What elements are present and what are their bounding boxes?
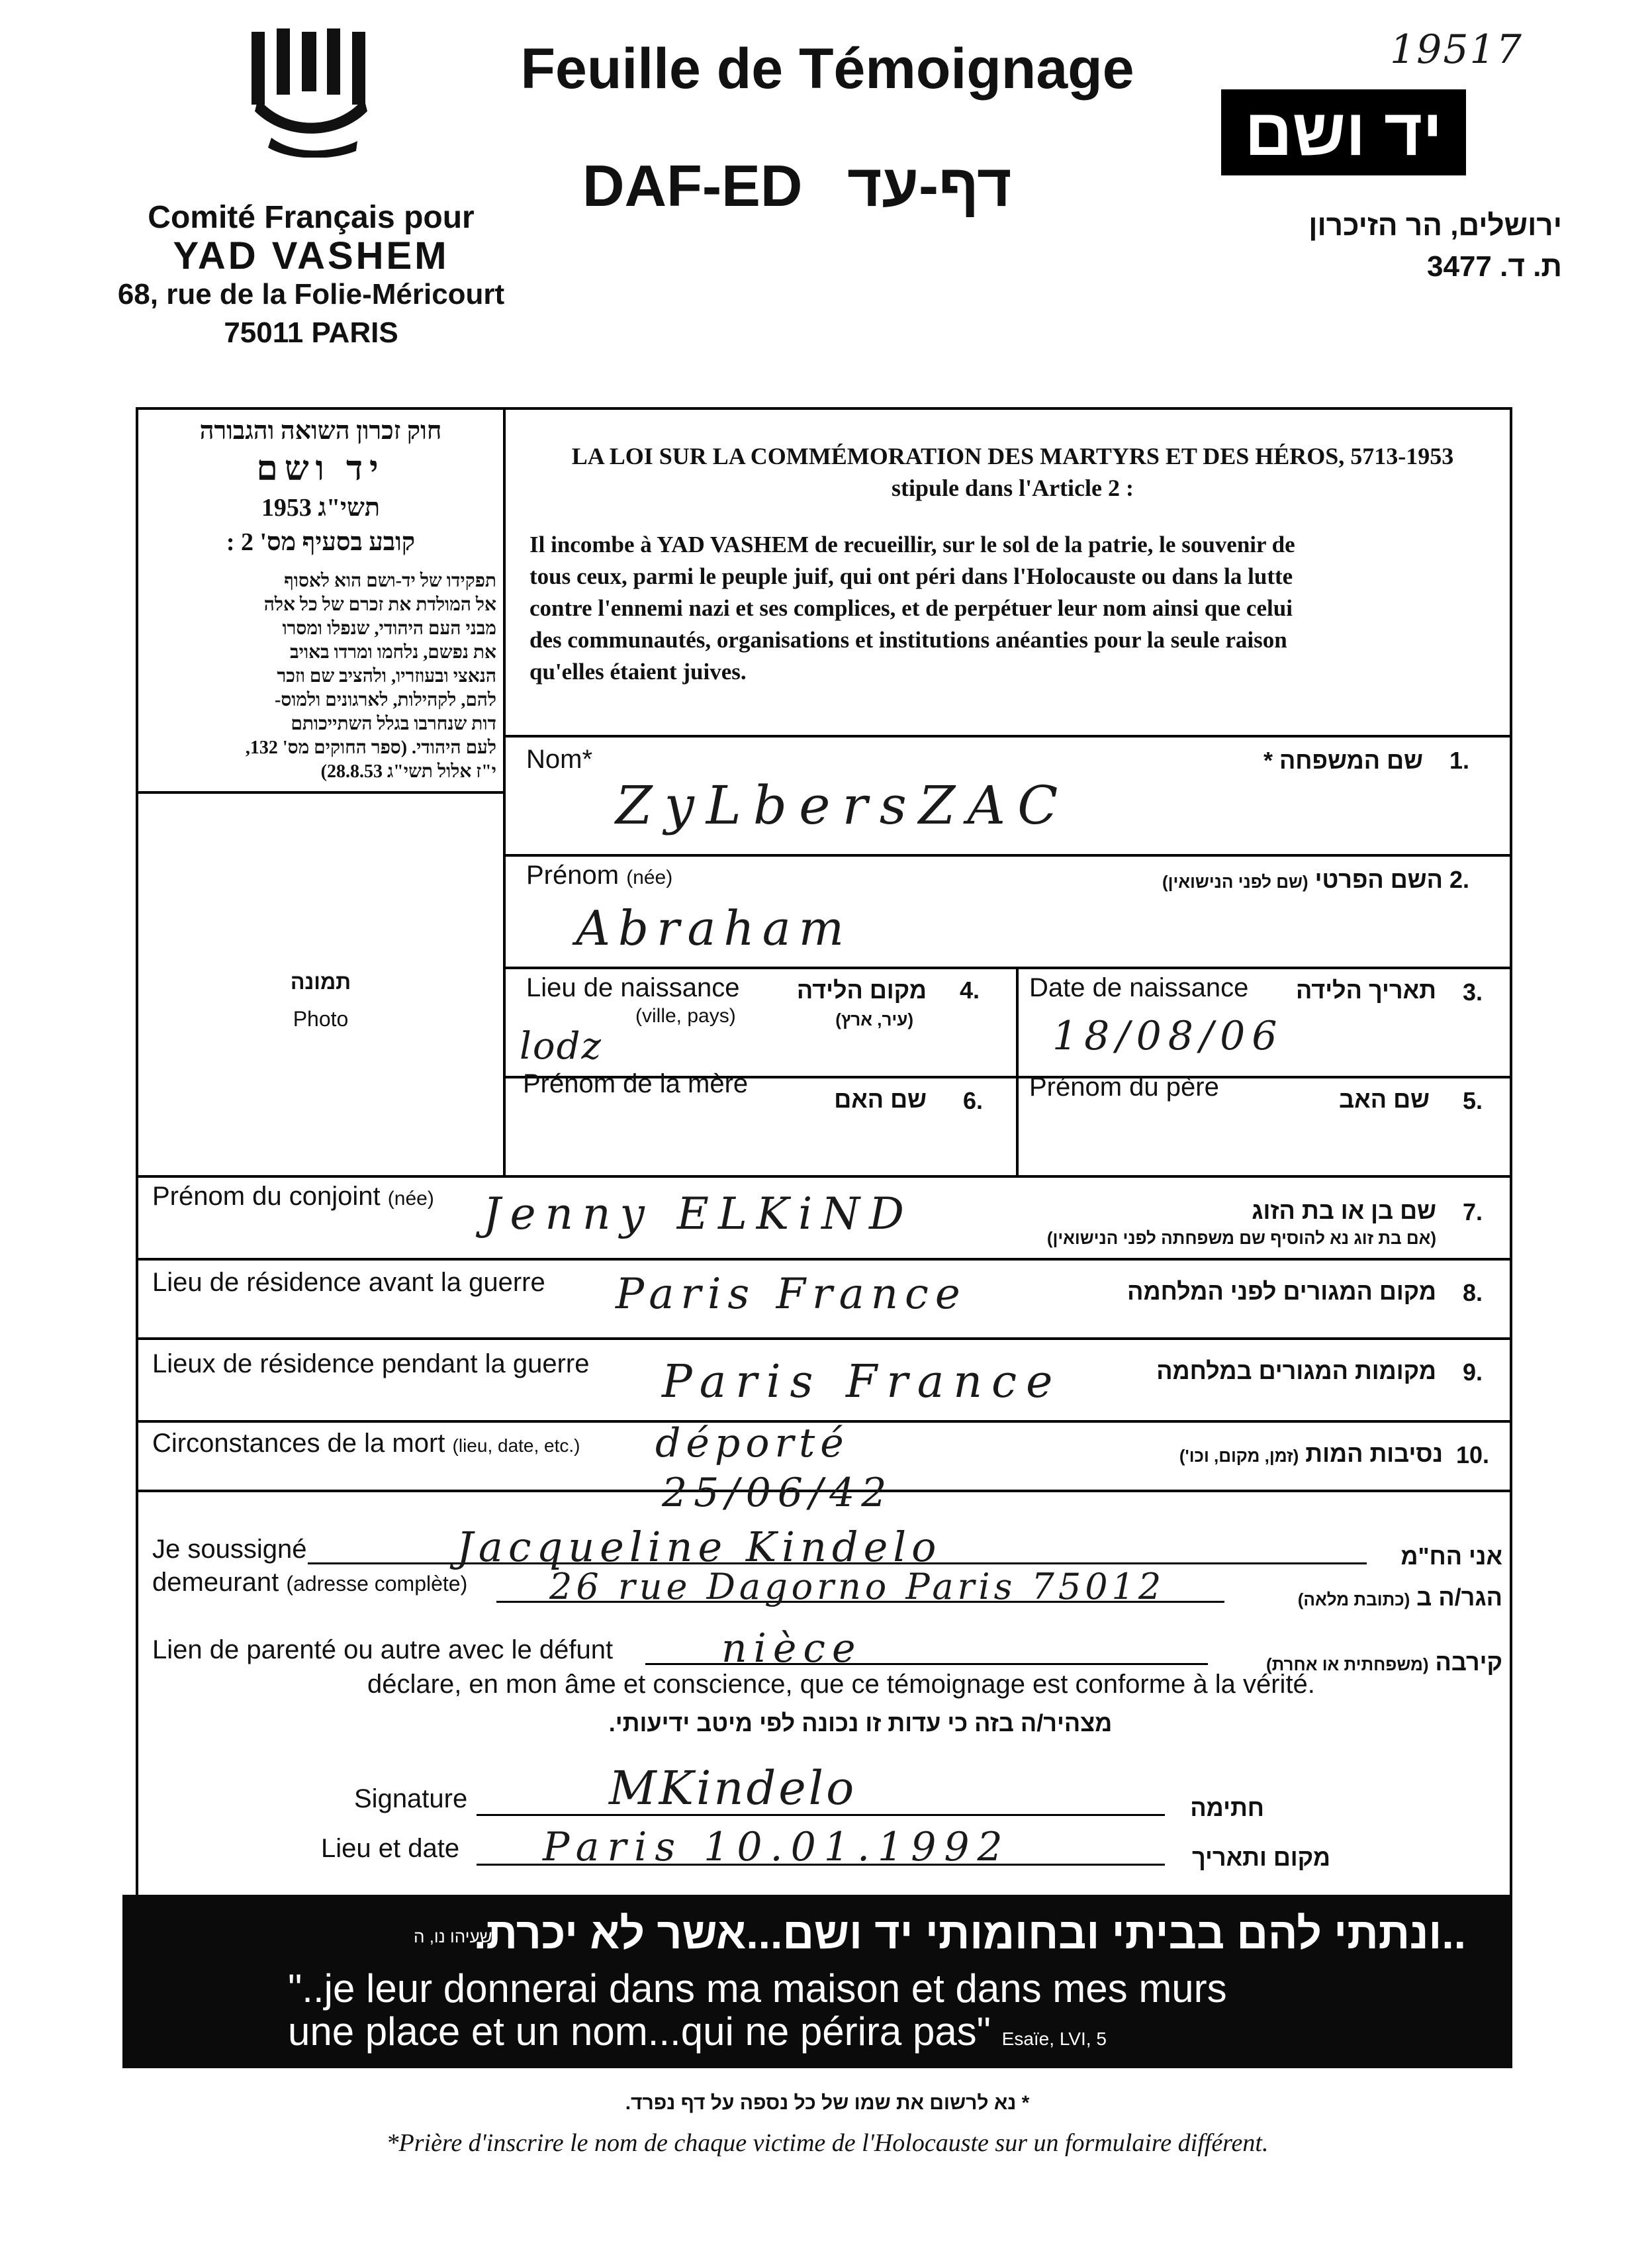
residence-avant-value[interactable]: Paris France	[616, 1270, 967, 1319]
banner-french-line2: une place et un nom...qui ne périra pas"	[288, 2009, 991, 2054]
prenom-label-hebrew: השם הפרטי	[1314, 866, 1443, 893]
circonstances-value-line1[interactable]: déporté	[655, 1420, 849, 1466]
yad-vashem-logo: יד ושם	[1221, 89, 1466, 175]
residence-pendant-number: 9.	[1463, 1359, 1483, 1386]
law-french-body: contre l'ennemi nazi et ses complices, et de perpétuer leur nom ainsi que celui	[529, 595, 1293, 621]
quote-banner	[122, 1895, 1512, 2068]
law-hebrew-line2: יד ושם	[256, 450, 385, 488]
date-naissance-number: 3.	[1463, 978, 1483, 1006]
demeurant-value[interactable]: 26 rue Dagorno Paris 75012	[549, 1566, 1166, 1607]
prenom-value[interactable]: Abraham	[576, 900, 852, 956]
soussigne-value[interactable]: Jacqueline Kindelo	[457, 1523, 942, 1571]
lieu-date-label: Lieu et date	[321, 1834, 460, 1863]
reference-number: 19517	[1390, 26, 1523, 73]
nom-value[interactable]: ZyLbersZAC	[616, 775, 1070, 836]
demeurant-label-small: (adresse complète)	[286, 1572, 468, 1596]
nom-label-hebrew: שם המשפחה *	[1263, 747, 1423, 774]
residence-pendant-label-hebrew: מקומות המגורים במלחמה	[1156, 1357, 1436, 1384]
conjoint-label-hebrew: שם בן או בת הזוג	[1252, 1197, 1436, 1224]
law-hebrew-body: להם, לקהילות, לארגונים ולמוס-	[275, 690, 496, 710]
law-french-body: Il incombe à YAD VASHEM de recueillir, sur le sol de la patrie, le souvenir de	[529, 532, 1295, 557]
residence-avant-label-hebrew: מקום המגורים לפני המלחמה	[1127, 1278, 1436, 1305]
lieu-date-label-hebrew: מקום ותאריך	[1191, 1844, 1330, 1871]
law-french-body: tous ceux, parmi le peuple juif, qui ont péri dans l'Holocauste ou dans la lutte	[529, 563, 1293, 589]
law-hebrew-body: דות שנחרבו בגלל השתייכותם	[291, 714, 496, 734]
circonstances-label: Circonstances de la mort	[152, 1429, 445, 1458]
footer-note-hebrew: * נא לרשום את שמו של כל נספה על דף נפרד.	[625, 2092, 1030, 2114]
demeurant-label-hebrew-small: (כתובת מלאה)	[1297, 1590, 1410, 1609]
org-line4: 75011 PARIS	[224, 316, 398, 349]
org-line3: 68, rue de la Folie-Méricourt	[117, 278, 505, 310]
law-hebrew-line4: קובע בסעיף מס' 2 :	[226, 528, 416, 556]
law-hebrew-body: הנאצי ובעוזריו, ולהציב שם וזכר	[277, 666, 496, 687]
signature-label-hebrew: חתימה	[1190, 1794, 1264, 1821]
lieu-naissance-label-small: (ville, pays)	[635, 1005, 736, 1027]
lieu-naissance-value[interactable]: lodz	[520, 1025, 602, 1068]
daf-ed-hebrew: דף-עד	[847, 153, 1012, 219]
photo-label-hebrew: תמונה	[290, 970, 351, 994]
prenom-label-hebrew-small: (שם לפני הנישואין)	[1162, 872, 1308, 892]
org-line1: Comité Français pour	[148, 200, 475, 235]
prenom-mere-label: Prénom de la mère	[523, 1069, 749, 1098]
date-naissance-label-hebrew: תאריך הלידה	[1295, 977, 1436, 1004]
prenom-pere-number: 5.	[1463, 1087, 1483, 1114]
law-hebrew-line1: חוק זכרון השואה והגבורה	[199, 417, 442, 445]
daf-ed-latin: DAF-ED	[582, 153, 803, 218]
lieu-naissance-number: 4.	[960, 977, 980, 1004]
lieu-naissance-label: Lieu de naissance	[526, 973, 740, 1002]
signature-label: Signature	[354, 1784, 468, 1813]
law-french-body: des communautés, organisations et institutions anéanties pour la seule raison	[529, 627, 1287, 653]
lien-label-hebrew: קירבה	[1435, 1648, 1502, 1676]
org-line2: YAD VASHEM	[173, 234, 449, 277]
nom-label: Nom*	[526, 745, 593, 774]
circonstances-number: 10.	[1456, 1441, 1490, 1468]
date-naissance-label: Date de naissance	[1029, 973, 1249, 1002]
menorah-logo-icon	[245, 25, 377, 158]
prenom-mere-number: 6.	[963, 1087, 984, 1114]
residence-avant-label: Lieu de résidence avant la guerre	[152, 1268, 545, 1297]
banner-hebrew-ref: ישעיהו נו, ה	[414, 1927, 497, 1946]
circonstances-label-hebrew-small: (זמן, מקום, וכו')	[1179, 1446, 1299, 1466]
law-french-body: qu'elles étaient juives.	[529, 659, 747, 685]
residence-pendant-value[interactable]: Paris France	[662, 1356, 1062, 1408]
banner-french-line1: "..je leur donnerai dans ma maison et dans mes murs	[288, 1966, 1227, 2011]
law-french-title: LA LOI SUR LA COMMÉMORATION DES MARTYRS ET DES HÉROS, 5713-1953	[571, 443, 1454, 469]
prenom-pere-label-hebrew: שם האב	[1339, 1086, 1430, 1113]
circonstances-label-small: (lieu, date, etc.)	[452, 1435, 580, 1456]
page-title: Feuille de Témoignage	[520, 37, 1134, 101]
declaration-french: déclare, en mon âme et conscience, que ce témoignage est conforme à la vérité.	[367, 1670, 1315, 1699]
lien-label: Lien de parenté ou autre avec le défunt	[152, 1635, 614, 1664]
law-hebrew-line3: תשי"ג 1953	[261, 494, 381, 522]
law-hebrew-body: תפקידו של יד-ושם הוא לאסוף	[284, 571, 496, 591]
banner-hebrew-quote: ..ונתתי להם בביתי ובחומותי יד ושם...אשר לא יכרת.	[474, 1909, 1466, 1958]
signature-value[interactable]: MKindelo	[609, 1761, 857, 1815]
conjoint-label-small: (née)	[387, 1188, 434, 1210]
law-french-subtitle: stipule dans l'Article 2 :	[892, 475, 1134, 501]
soussigne-label: Je soussigné	[152, 1535, 307, 1564]
nom-number: 1.	[1449, 747, 1470, 774]
prenom-label: Prénom	[526, 861, 620, 890]
lieu-naissance-label-hebrew-small: (עיר, ארץ)	[835, 1010, 913, 1029]
banner-french-ref: Esaïe, LVI, 5	[1001, 2028, 1107, 2049]
prenom-pere-label: Prénom du père	[1029, 1073, 1219, 1102]
prenom-label-small: (née)	[626, 867, 673, 888]
date-naissance-value[interactable]: 18/08/06	[1052, 1013, 1284, 1059]
residence-avant-number: 8.	[1463, 1279, 1483, 1306]
law-hebrew-body: את נפשם, נלחמו ומרדו באויב	[290, 642, 496, 663]
address-hebrew-line2: ת. ד. 3477	[1427, 250, 1562, 283]
prenom-mere-label-hebrew: שם האם	[834, 1086, 927, 1113]
law-hebrew-body: אל המולדת את זכרם של כל אלה	[263, 595, 496, 615]
lieu-naissance-label-hebrew: מקום הלידה	[796, 977, 927, 1004]
conjoint-number: 7.	[1463, 1198, 1483, 1225]
law-hebrew-body: מבני העם היהודי, שנפלו ומסרו	[282, 618, 496, 639]
residence-pendant-label: Lieux de résidence pendant la guerre	[152, 1349, 590, 1378]
conjoint-label: Prénom du conjoint	[152, 1182, 381, 1211]
lien-value[interactable]: nièce	[721, 1625, 862, 1672]
lieu-date-value[interactable]: Paris 10.01.1992	[543, 1824, 1011, 1870]
conjoint-value[interactable]: Jenny ELKiND	[483, 1188, 913, 1239]
soussigne-label-hebrew: אני הח"מ	[1400, 1543, 1502, 1570]
conjoint-label-hebrew-small: (אם בת זוג נא להוסיף שם משפחתה לפני הנישואין)	[1046, 1228, 1436, 1248]
lien-label-hebrew-small: (משפחתית או אחרת)	[1266, 1654, 1429, 1674]
demeurant-label-hebrew: הגר/ה ב	[1416, 1584, 1502, 1611]
law-hebrew-body: י"ז אלול תשי"ג 28.8.53)	[320, 761, 496, 782]
footer-note-french: *Prière d'inscrire le nom de chaque victime de l'Holocauste sur un formulaire différent.	[386, 2129, 1269, 2157]
law-hebrew-body: לעם היהודי. (ספר החוקים מס' 132,	[245, 738, 496, 758]
circonstances-value-line2[interactable]: 25/06/42	[662, 1470, 894, 1516]
declaration-hebrew: מצהיר/ה בזה כי עדות זו נכונה לפי מיטב ידיעותי.	[608, 1709, 1113, 1737]
photo-label: Photo	[293, 1007, 349, 1031]
address-hebrew-line1: ירושלים, הר הזיכרון	[1308, 209, 1562, 242]
circonstances-label-hebrew: נסיבות המות	[1305, 1440, 1443, 1467]
prenom-number: 2.	[1449, 866, 1470, 893]
demeurant-label: demeurant	[152, 1568, 279, 1597]
